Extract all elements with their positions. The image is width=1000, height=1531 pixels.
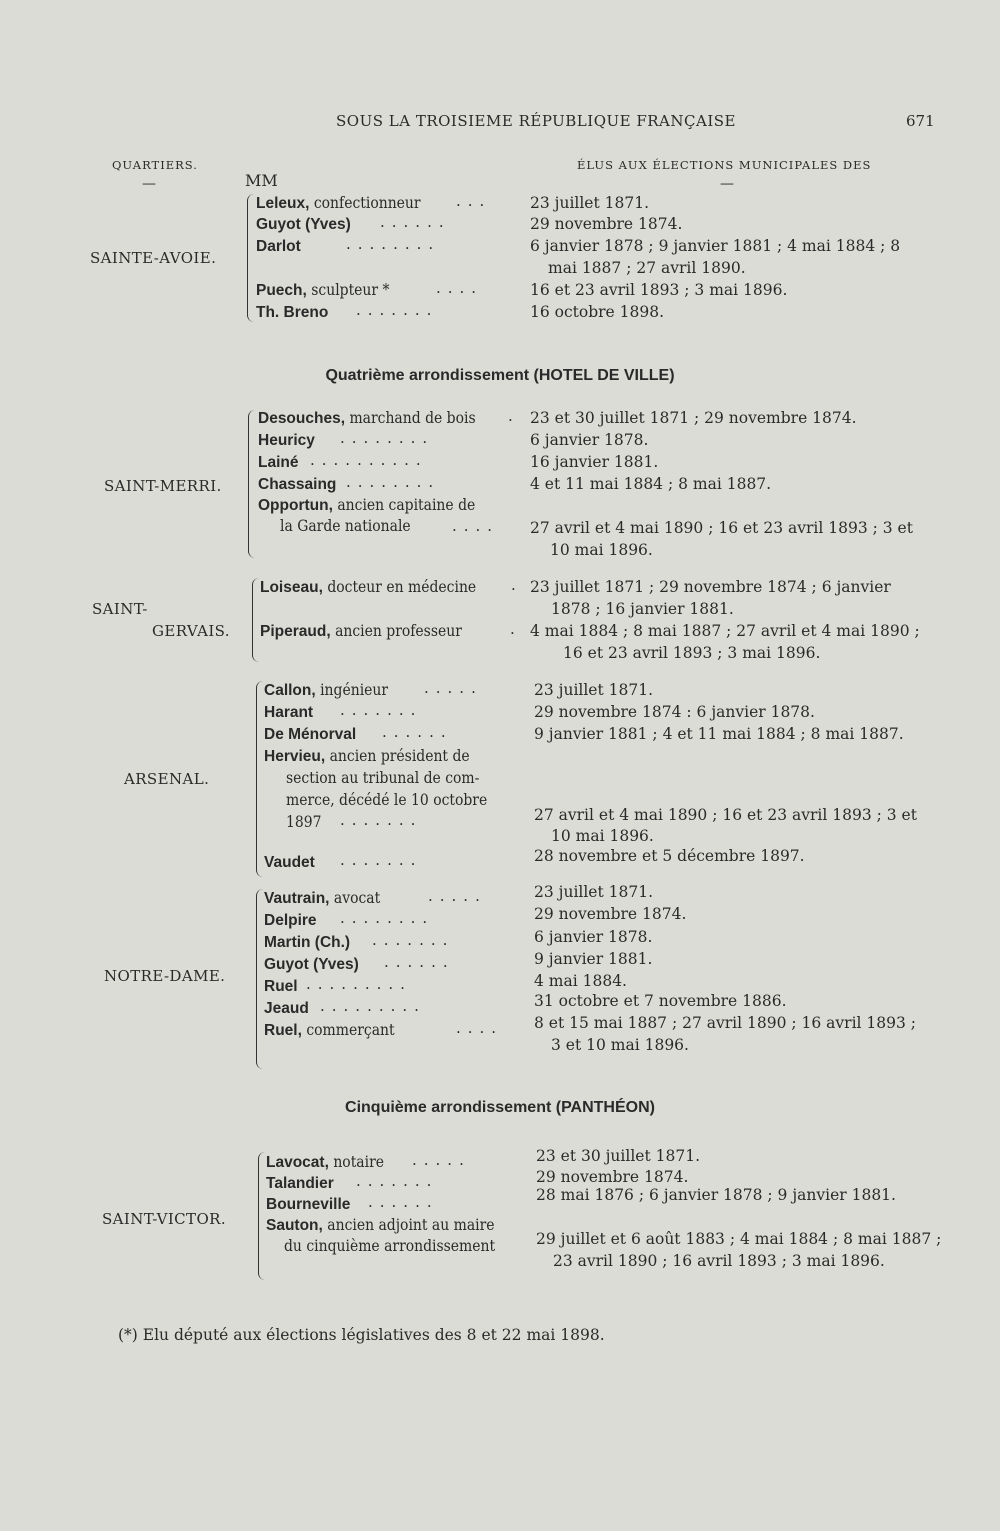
brace (248, 410, 255, 558)
election-dates-continued: 1878 ; 16 janvier 1881. (551, 600, 734, 618)
election-dates: 29 novembre 1874 : 6 janvier 1878. (534, 703, 815, 721)
election-dates: 8 et 15 mai 1887 ; 27 avril 1890 ; 16 avril 1893 ; (534, 1014, 917, 1032)
brace (252, 578, 259, 662)
election-dates-continued: 16 et 23 avril 1893 ; 3 mai 1896. (563, 644, 821, 662)
election-dates: 9 janvier 1881. (534, 950, 653, 968)
section-title-cinquieme: Cinquième arrondissement (PANTHÉON) (345, 1099, 655, 1116)
leader-dots: . (511, 576, 523, 594)
quartier-arsenal: ARSENAL. (124, 770, 210, 788)
leader-dots: ... (456, 192, 492, 210)
election-dates: 4 et 11 mai 1884 ; 8 mai 1887. (530, 475, 772, 493)
column-header-elus: ÉLUS AUX ÉLECTIONS MUNICIPALES DES (577, 158, 872, 172)
election-dates: 23 juillet 1871. (534, 883, 654, 901)
election-dates: 9 janvier 1881 ; 4 et 11 mai 1884 ; 8 mai 1887. (534, 725, 904, 743)
elected-name: Vaudet (264, 854, 315, 871)
elected-name: Callon, ingénieur (264, 681, 389, 699)
election-dates: 29 juillet et 6 août 1883 ; 4 mai 1884 ; 8 mai 1887 ; (536, 1230, 942, 1248)
leader-dots: ........ (340, 909, 435, 927)
leader-dots: .......... (310, 451, 428, 469)
elected-name: Delpire (264, 912, 317, 929)
elected-name: Bourneville (266, 1196, 351, 1213)
leader-dots: ..... (428, 887, 487, 905)
running-head (0, 112, 1000, 134)
brace (256, 681, 263, 877)
elected-name: section au tribunal de com- (286, 769, 480, 787)
elected-name: merce, décédé le 10 octobre (286, 791, 488, 809)
election-dates: 23 et 30 juillet 1871 ; 29 novembre 1874. (530, 409, 857, 427)
section-title-quatrieme: Quatrième arrondissement (HOTEL DE VILLE) (325, 367, 675, 384)
leader-dots: .... (456, 1019, 504, 1037)
leader-dots: ...... (380, 213, 451, 231)
footnote: (*) Elu député aux élections législatives des 8 et 22 mai 1898. (118, 1326, 605, 1344)
elected-name: du cinquième arrondissement (284, 1237, 496, 1255)
election-dates: 4 mai 1884 ; 8 mai 1887 ; 27 avril et 4 mai 1890 ; (530, 622, 920, 640)
election-dates: 6 janvier 1878. (534, 928, 653, 946)
elected-name: Loiseau, docteur en médecine (260, 578, 477, 596)
leader-dots: ..... (424, 679, 483, 697)
elected-name: 1897 (286, 813, 322, 831)
elected-name: Th. Breno (256, 304, 329, 321)
page-number: 671 (906, 112, 935, 130)
elected-name: Darlot (256, 238, 301, 255)
leader-dots: ........ (346, 235, 441, 253)
election-dates-continued: 10 mai 1896. (551, 827, 654, 845)
elected-name: Heuricy (258, 432, 315, 449)
election-dates: 23 juillet 1871. (530, 194, 650, 212)
election-dates: 29 novembre 1874. (534, 905, 687, 923)
election-dates: 6 janvier 1878 ; 9 janvier 1881 ; 4 mai 1884 ; 8 (530, 237, 901, 255)
leader-dots: ....... (372, 931, 455, 949)
leader-dots: ..... (412, 1151, 471, 1169)
quartier-saint-gervais-line1: SAINT- (92, 600, 148, 618)
column-dash-right: — (720, 176, 734, 192)
brace (256, 889, 263, 1069)
elected-name: Hervieu, ancien président de (264, 747, 470, 765)
leader-dots: ...... (384, 953, 455, 971)
election-dates-continued: 10 mai 1896. (550, 541, 653, 559)
election-dates: 23 et 30 juillet 1871. (536, 1147, 700, 1165)
election-dates: 27 avril et 4 mai 1890 ; 16 et 23 avril 1893 ; 3 et (534, 806, 917, 824)
election-dates: 29 novembre 1874. (536, 1168, 689, 1186)
leader-dots: ...... (368, 1193, 439, 1211)
election-dates: 16 et 23 avril 1893 ; 3 mai 1896. (530, 281, 788, 299)
leader-dots: ....... (340, 811, 423, 829)
leader-dots: ........ (340, 429, 435, 447)
leader-dots: ...... (382, 723, 453, 741)
leader-dots: .... (436, 279, 484, 297)
leader-dots: ........ (346, 473, 441, 491)
elected-name: Sauton, ancien adjoint au maire (266, 1216, 495, 1234)
election-dates: 28 novembre et 5 décembre 1897. (534, 847, 805, 865)
elected-name: Lavocat, notaire (266, 1153, 384, 1171)
column-header-quartiers: QUARTIERS. (112, 158, 198, 172)
mm-label: MM (245, 171, 278, 190)
leader-dots: . (510, 620, 522, 638)
quartier-saint-gervais-line2: GERVAIS. (152, 622, 230, 640)
elected-name: Chassaing (258, 476, 337, 493)
quartier-saint-merri: SAINT-MERRI. (104, 477, 222, 495)
election-dates: 28 mai 1876 ; 6 janvier 1878 ; 9 janvier 1881. (536, 1186, 896, 1204)
elected-name: Ruel, commerçant (264, 1021, 395, 1039)
elected-name: Leleux, confectionneur (256, 194, 421, 212)
elected-name: Desouches, marchand de bois (258, 409, 476, 427)
elected-name: la Garde nationale (280, 517, 411, 535)
elected-name: Lainé (258, 454, 299, 471)
column-dash-left: — (142, 176, 156, 192)
leader-dots: ....... (356, 301, 439, 319)
election-dates: 16 octobre 1898. (530, 303, 665, 321)
election-dates: 31 octobre et 7 novembre 1886. (534, 992, 787, 1010)
leader-dots: ....... (340, 851, 423, 869)
election-dates-continued: 3 et 10 mai 1896. (551, 1036, 689, 1054)
election-dates-continued: mai 1887 ; 27 avril 1890. (548, 259, 746, 277)
elected-name: Martin (Ch.) (264, 934, 351, 951)
election-dates: 23 juillet 1871. (534, 681, 654, 699)
leader-dots: ......... (306, 975, 412, 993)
elected-name: Talandier (266, 1175, 334, 1192)
leader-dots: ....... (340, 701, 423, 719)
elected-name: Jeaud (264, 1000, 309, 1017)
elected-name: Guyot (Yves) (264, 956, 359, 973)
election-dates: 23 juillet 1871 ; 29 novembre 1874 ; 6 janvier (530, 578, 891, 596)
elected-name: Vautrain, avocat (264, 889, 381, 907)
election-dates: 4 mai 1884. (534, 972, 627, 990)
leader-dots: . (508, 407, 520, 425)
quartier-sainte-avoie: SAINTE-AVOIE. (90, 249, 217, 267)
brace (247, 194, 254, 322)
elected-name: Ruel (264, 978, 298, 995)
running-title: SOUS LA TROISIEME RÉPUBLIQUE FRANÇAISE (336, 112, 736, 130)
quartier-notre-dame: NOTRE-DAME. (104, 967, 226, 985)
election-dates: 16 janvier 1881. (530, 453, 659, 471)
leader-dots: ....... (356, 1172, 439, 1190)
election-dates-continued: 23 avril 1890 ; 16 avril 1893 ; 3 mai 1896. (553, 1252, 885, 1270)
election-dates: 6 janvier 1878. (530, 431, 649, 449)
elected-name: Guyot (Yves) (256, 216, 351, 233)
elected-name: Harant (264, 704, 314, 721)
elected-name: Piperaud, ancien professeur (260, 622, 462, 640)
elected-name: Puech, sculpteur * (256, 281, 390, 299)
brace (258, 1152, 265, 1280)
elected-name: De Ménorval (264, 726, 357, 743)
election-dates: 29 novembre 1874. (530, 215, 683, 233)
leader-dots: ......... (320, 997, 426, 1015)
leader-dots: .... (452, 517, 500, 535)
elected-name: Opportun, ancien capitaine de (258, 496, 476, 514)
election-dates: 27 avril et 4 mai 1890 ; 16 et 23 avril 1893 ; 3 et (530, 519, 913, 537)
quartier-saint-victor: SAINT-VICTOR. (102, 1210, 227, 1228)
